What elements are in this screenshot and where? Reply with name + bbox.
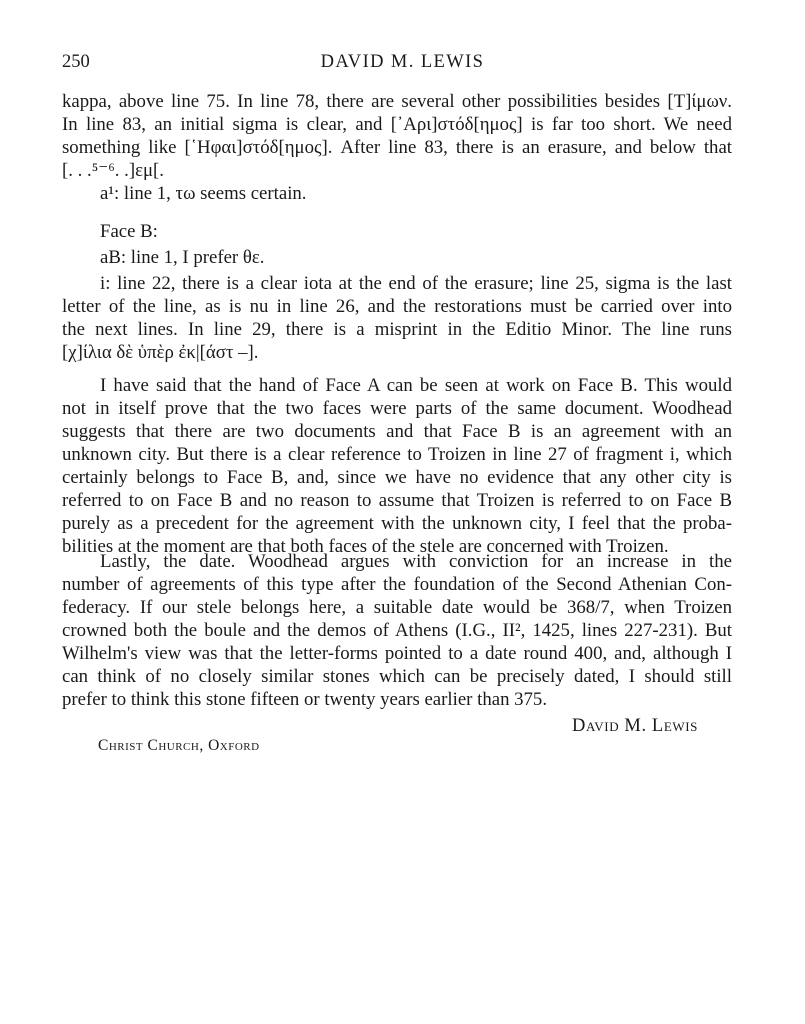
- text-line: letter of the line, as is nu in line 26, and the restorations must be carried over into: [62, 296, 732, 317]
- affiliation: Christ Church, Oxford: [98, 737, 260, 754]
- text-line: kappa, above line 75. In line 78, there are several other possibilities besides [T]ίμων.: [62, 91, 732, 112]
- running-title: DAVID M. LEWIS: [320, 52, 485, 72]
- text-line: federacy. If our stele belongs here, a suitable date would be 368/7, when Troizen: [62, 597, 732, 618]
- text-line: referred to on Face B and no reason to assume that Troizen is referred to on Face B: [62, 490, 732, 511]
- text-line: the next lines. In line 29, there is a misprint in the Editio Minor. The line runs: [62, 319, 732, 340]
- text-line: bilities at the moment are that both faces of the stele are concerned with Troizen.: [62, 536, 669, 557]
- text-line: I have said that the hand of Face A can be seen at work on Face B. This would: [100, 375, 732, 396]
- author-signature: David M. Lewis: [572, 716, 698, 736]
- text-line: Wilhelm's view was that the letter-forms pointed to a date round 400, and, although I: [62, 643, 732, 664]
- text-line: aB: line 1, I prefer θε.: [100, 247, 265, 268]
- text-line: something like [῾Ηφαι]στόδ[ημος]. After line 83, there is an erasure, and below that: [62, 137, 732, 158]
- text-line: certainly belongs to Face B, and, since we have no evidence that any other city is: [62, 467, 732, 488]
- text-line: [χ]ίλια δὲ ὑπὲρ ἐκ|[άστ –].: [62, 342, 259, 363]
- text-line: a¹: line 1, τω seems certain.: [100, 183, 307, 204]
- text-line: [. . .⁵⁻⁶. .]εμ[.: [62, 160, 164, 181]
- section-heading: Face B:: [100, 221, 158, 242]
- text-line: prefer to think this stone fifteen or twenty years earlier than 375.: [62, 689, 548, 710]
- text-line: number of agreements of this type after the foundation of the Second Athenian Con-: [62, 574, 732, 595]
- text-line: In line 83, an initial sigma is clear, and [᾿Αρι]στόδ[ημος] is far too short. We need: [62, 114, 732, 135]
- text-line: purely as a precedent for the agreement with the unknown city, I feel that the proba-: [62, 513, 732, 534]
- text-line: suggests that there are two documents and that Face B is an agreement with an: [62, 421, 732, 442]
- text-line: i: line 22, there is a clear iota at the end of the erasure; line 25, sigma is the last: [100, 273, 732, 294]
- text-line: unknown city. But there is a clear reference to Troizen in line 27 of fragment i, which: [62, 444, 732, 465]
- page-number: 250: [62, 52, 90, 72]
- text-line: not in itself prove that the two faces were parts of the same document. Woodhead: [62, 398, 732, 419]
- text-line: Lastly, the date. Woodhead argues with conviction for an increase in the: [100, 551, 732, 572]
- text-line: crowned both the boule and the demos of Athens (I.G., II², 1425, lines 227-231). But: [62, 620, 732, 641]
- text-line: can think of no closely similar stones which can be precisely dated, I should still: [62, 666, 732, 687]
